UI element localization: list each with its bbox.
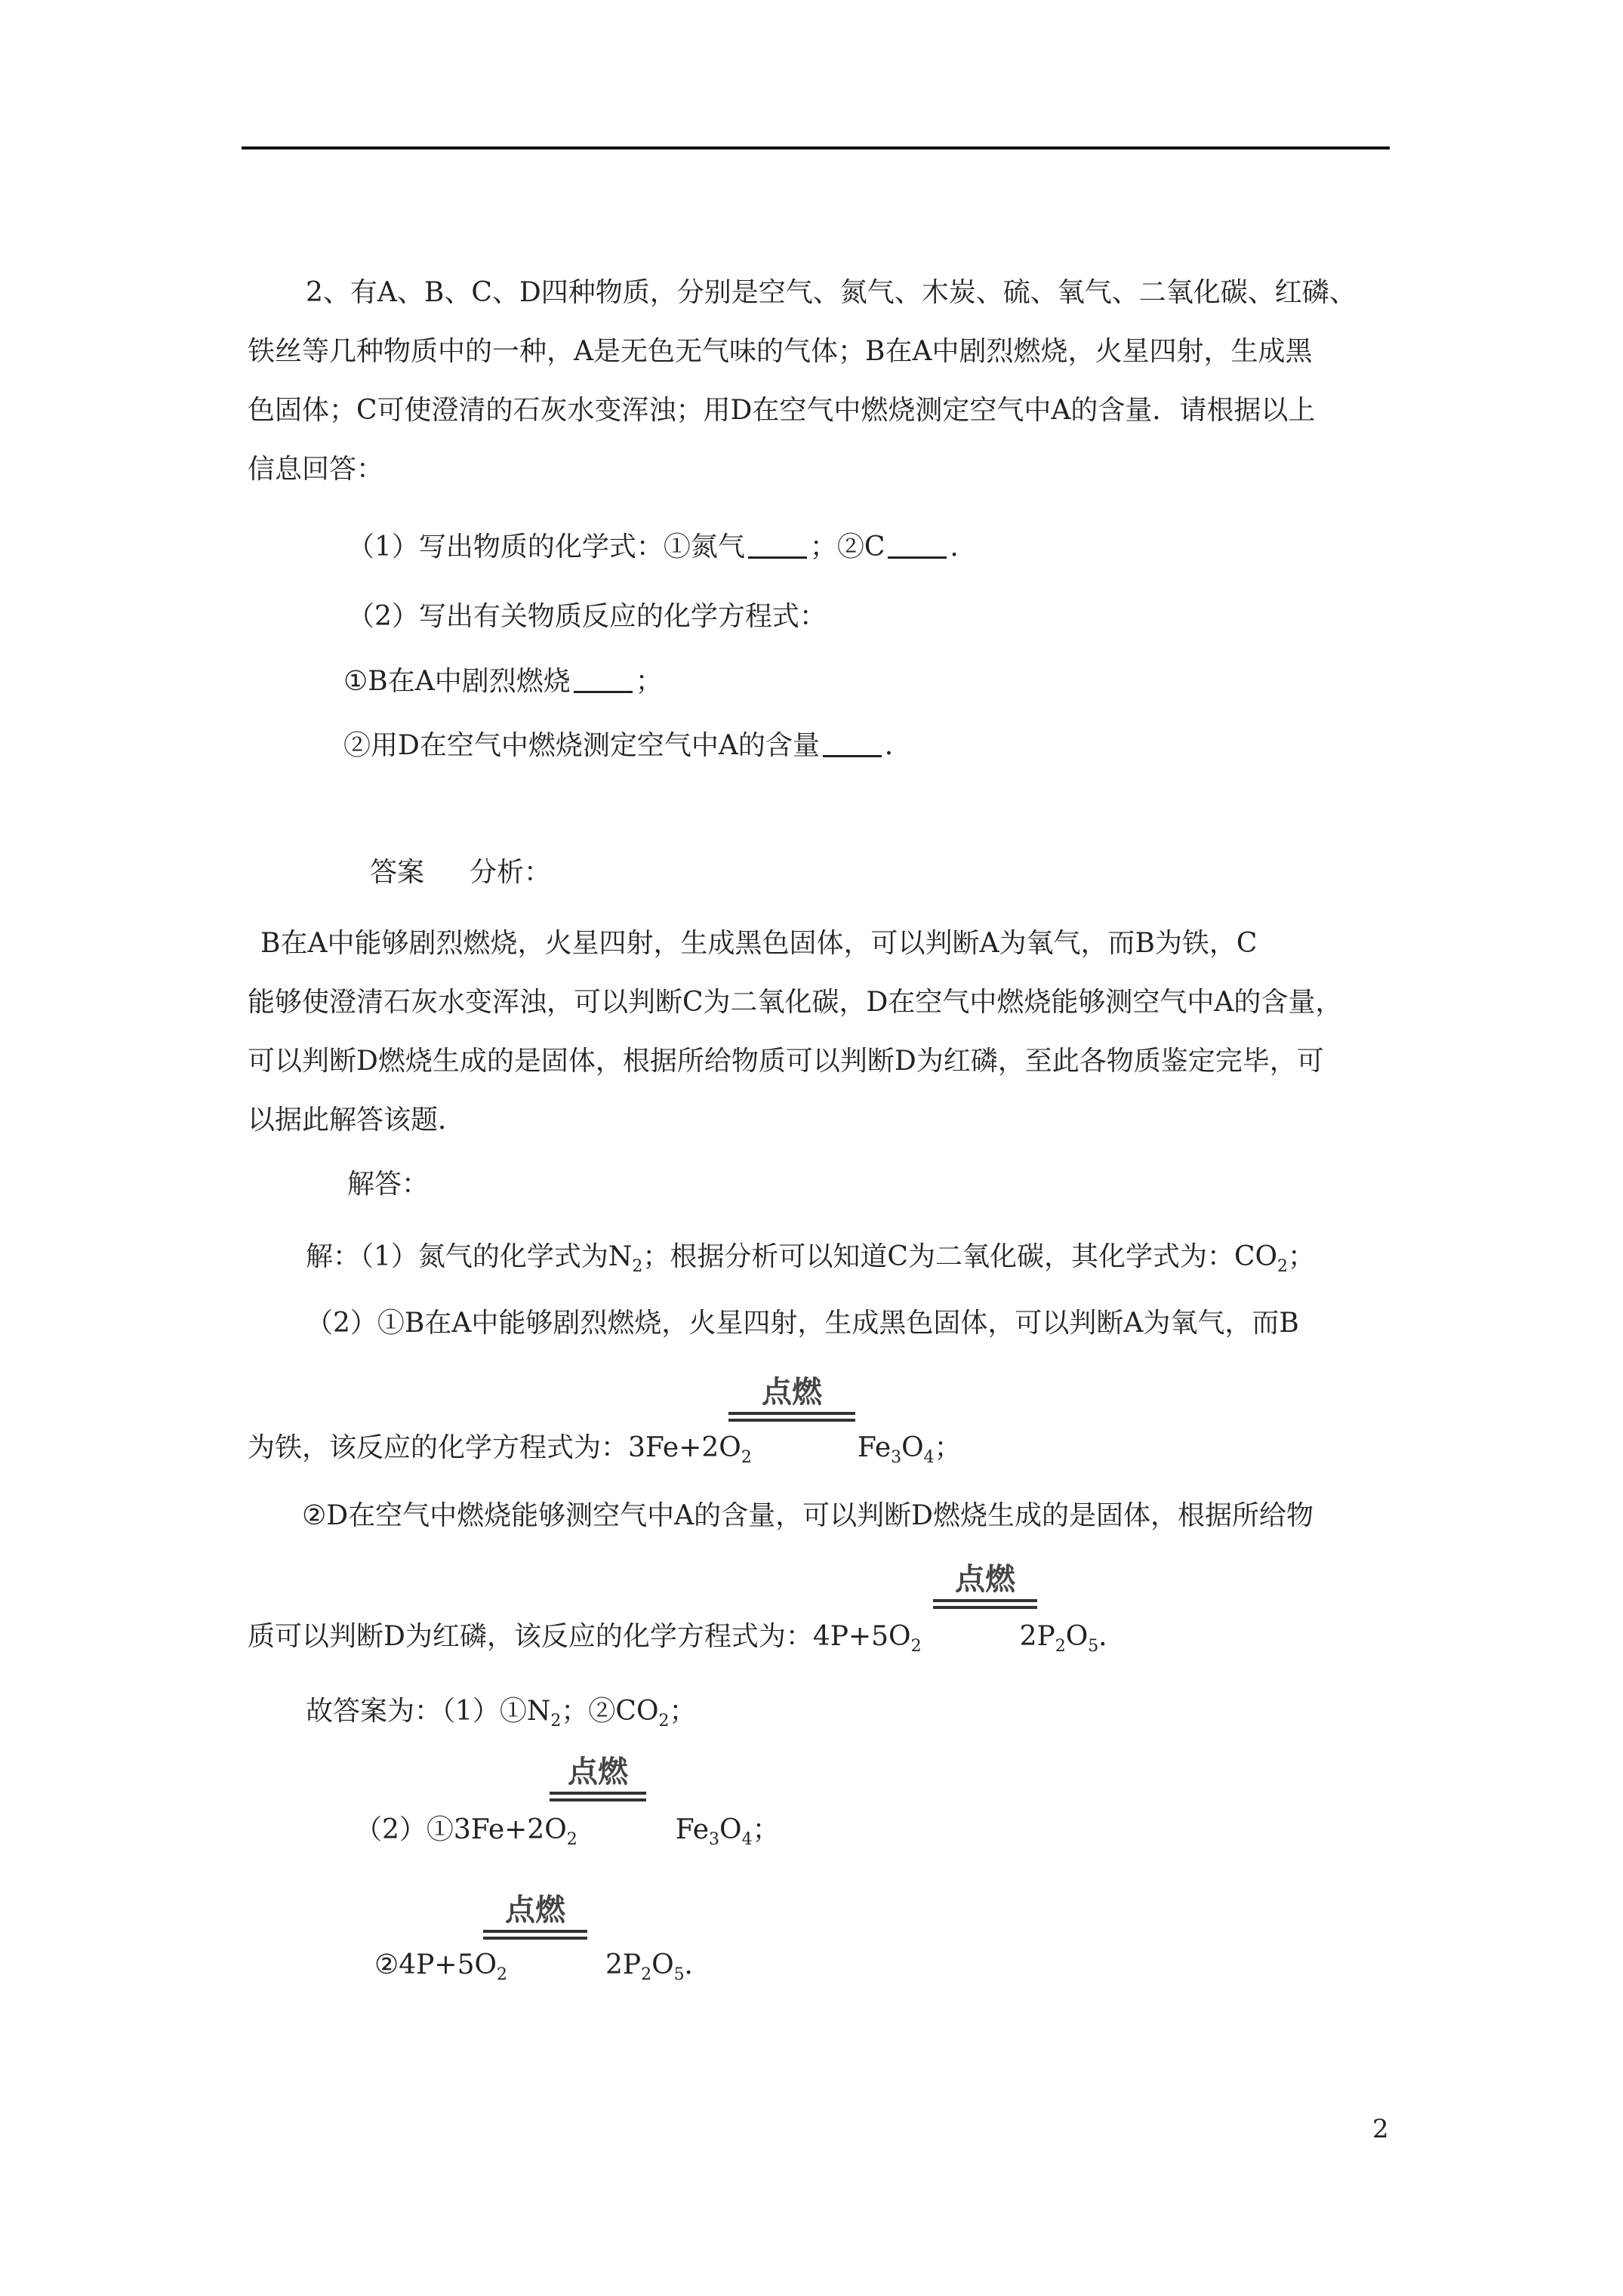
- solution-line-4: ②D在空气中燃烧能够测空气中A的含量，可以判断D燃烧生成的是固体，根据所给物: [302, 1500, 1313, 1531]
- equation-product: Fe: [675, 1814, 710, 1845]
- equation-product: O: [719, 1814, 742, 1845]
- solution-line-3: [248, 1431, 962, 1475]
- subscript: 2: [910, 1637, 922, 1656]
- answer-blank: [888, 534, 947, 559]
- subscript: 2: [741, 1448, 752, 1467]
- ignition-condition: [550, 1755, 646, 1801]
- subscript: 2: [641, 1965, 652, 1984]
- question-part-2a: [343, 664, 663, 699]
- answer-blank: [574, 668, 633, 693]
- equation-reactants: 为铁，该反应的化学方程式为：3Fe+2O: [248, 1432, 741, 1463]
- punctuation: ．: [1098, 1621, 1126, 1652]
- final-answer-line-1: [306, 1694, 696, 1739]
- equals-bar: [728, 1419, 855, 1422]
- question-line-1: 2、有A、B、C、D四种物质，分别是空气、氮气、木炭、硫、氧气、二氧化碳、红磷、: [306, 277, 1357, 308]
- subscript: 2: [496, 1965, 507, 1984]
- subscript: 5: [673, 1965, 685, 1984]
- final-answer-line-2: [355, 1813, 780, 1857]
- ignition-condition: [728, 1376, 855, 1422]
- subscript: 2: [566, 1830, 577, 1849]
- solution-line-1-a: 解：（1）氮气的化学式为N: [306, 1241, 633, 1272]
- subscript: 4: [741, 1830, 753, 1849]
- page-number: 2: [1372, 2114, 1389, 2144]
- solution-line-1-c: ；: [1288, 1241, 1316, 1272]
- question-part-2: （2）写出有关物质反应的化学方程式：: [347, 601, 827, 632]
- question-part-2a-text: ①B在A中剧烈燃烧: [343, 666, 571, 697]
- ignition-condition: [483, 1894, 587, 1940]
- question-part-1: [347, 530, 977, 565]
- subscript: 2: [550, 1712, 562, 1730]
- equation-reactants: 质可以判断D为红磷，该反应的化学方程式为：4P+5O: [248, 1621, 911, 1652]
- equals-bar: [483, 1930, 587, 1933]
- question-part-2a-end: ；: [635, 666, 663, 697]
- question-line-2: 铁丝等几种物质中的一种，A是无色无气味的气体；B在A中剧烈燃烧，火星四射，生成黑: [248, 336, 1313, 367]
- header-rule: [242, 146, 1390, 149]
- equals-bar: [483, 1937, 587, 1940]
- question-part-2b-end: ．: [884, 730, 912, 761]
- final-answer-b: ；②CO: [561, 1696, 659, 1727]
- solution-label: 解答：: [347, 1169, 430, 1200]
- solution-line-1: [306, 1240, 1315, 1284]
- punctuation: ；: [752, 1814, 780, 1845]
- equation-reactants: ②4P+5O: [374, 1949, 497, 1980]
- equation-product: 2P: [605, 1949, 642, 1980]
- equation-product: O: [1065, 1621, 1089, 1652]
- analysis-line-1: B在A中能够剧烈燃烧，火星四射，生成黑色固体，可以判断A为氧气，而B为铁，C: [260, 928, 1258, 959]
- subscript: 2: [1277, 1257, 1289, 1276]
- solution-line-2: （2）①B在A中能够剧烈燃烧，火星四射，生成黑色固体，可以判断A为氧气，而B: [306, 1308, 1299, 1339]
- subscript: 3: [891, 1448, 902, 1467]
- question-part-1-text: （1）写出物质的化学式：①氮气: [347, 532, 745, 562]
- final-answer-line-3: [374, 1948, 712, 1992]
- solution-line-1-b: ；根据分析可以知道C为二氧化碳，其化学式为：CO: [642, 1241, 1278, 1272]
- question-part-1-mid: ；②C: [809, 532, 885, 562]
- equation-product: O: [651, 1949, 674, 1980]
- equation-product: Fe: [857, 1432, 892, 1463]
- equals-bar: [550, 1792, 646, 1795]
- equation-product: O: [901, 1432, 924, 1463]
- question-part-2b: [343, 729, 912, 763]
- analysis-line-2: 能够使澄清石灰水变浑浊，可以判断C为二氧化碳，D在空气中燃烧能够测空气中A的含量，: [248, 987, 1343, 1018]
- question-line-4: 信息回答：: [248, 454, 384, 485]
- punctuation: ；: [934, 1432, 962, 1463]
- analysis-line-3: 可以判断D燃烧生成的是固体，根据所给物质可以判断D为红磷，至此各物质鉴定完毕，可: [248, 1046, 1324, 1077]
- condition-text: 点燃: [762, 1375, 822, 1410]
- subscript: 4: [923, 1448, 935, 1467]
- equation-product: 2P: [1019, 1621, 1055, 1652]
- analysis-label: 分析：: [470, 857, 552, 888]
- equals-bar: [728, 1412, 855, 1415]
- final-answer-a: 故答案为：（1）①N: [306, 1696, 551, 1727]
- subscript: 5: [1088, 1637, 1099, 1656]
- question-part-1-end: ．: [950, 532, 978, 562]
- equation-reactants: （2）①3Fe+2O: [355, 1814, 567, 1845]
- equals-bar: [550, 1798, 646, 1801]
- subscript: 2: [632, 1257, 643, 1276]
- answer-header: [370, 855, 551, 890]
- condition-text: 点燃: [505, 1893, 565, 1928]
- condition-text: 点燃: [568, 1755, 628, 1789]
- subscript: 2: [658, 1712, 670, 1730]
- answer-blank: [823, 732, 882, 757]
- final-answer-c: ；: [669, 1696, 697, 1727]
- answer-blank: [748, 534, 807, 559]
- condition-text: 点燃: [955, 1562, 1015, 1597]
- subscript: 3: [709, 1830, 720, 1849]
- solution-line-5: [248, 1620, 1126, 1664]
- analysis-line-4: 以据此解答该题．: [248, 1105, 466, 1136]
- question-line-3: 色固体；C可使澄清的石灰水变浑浊；用D在空气中燃烧测定空气中A的含量．请根据以上: [248, 395, 1316, 426]
- question-part-2b-text: ②用D在空气中燃烧测定空气中A的含量: [343, 730, 820, 761]
- punctuation: ．: [684, 1949, 712, 1980]
- subscript: 2: [1055, 1637, 1066, 1656]
- equals-bar: [933, 1599, 1037, 1602]
- answer-label: 答案: [370, 857, 425, 888]
- equals-bar: [933, 1606, 1037, 1609]
- ignition-condition: [933, 1563, 1037, 1609]
